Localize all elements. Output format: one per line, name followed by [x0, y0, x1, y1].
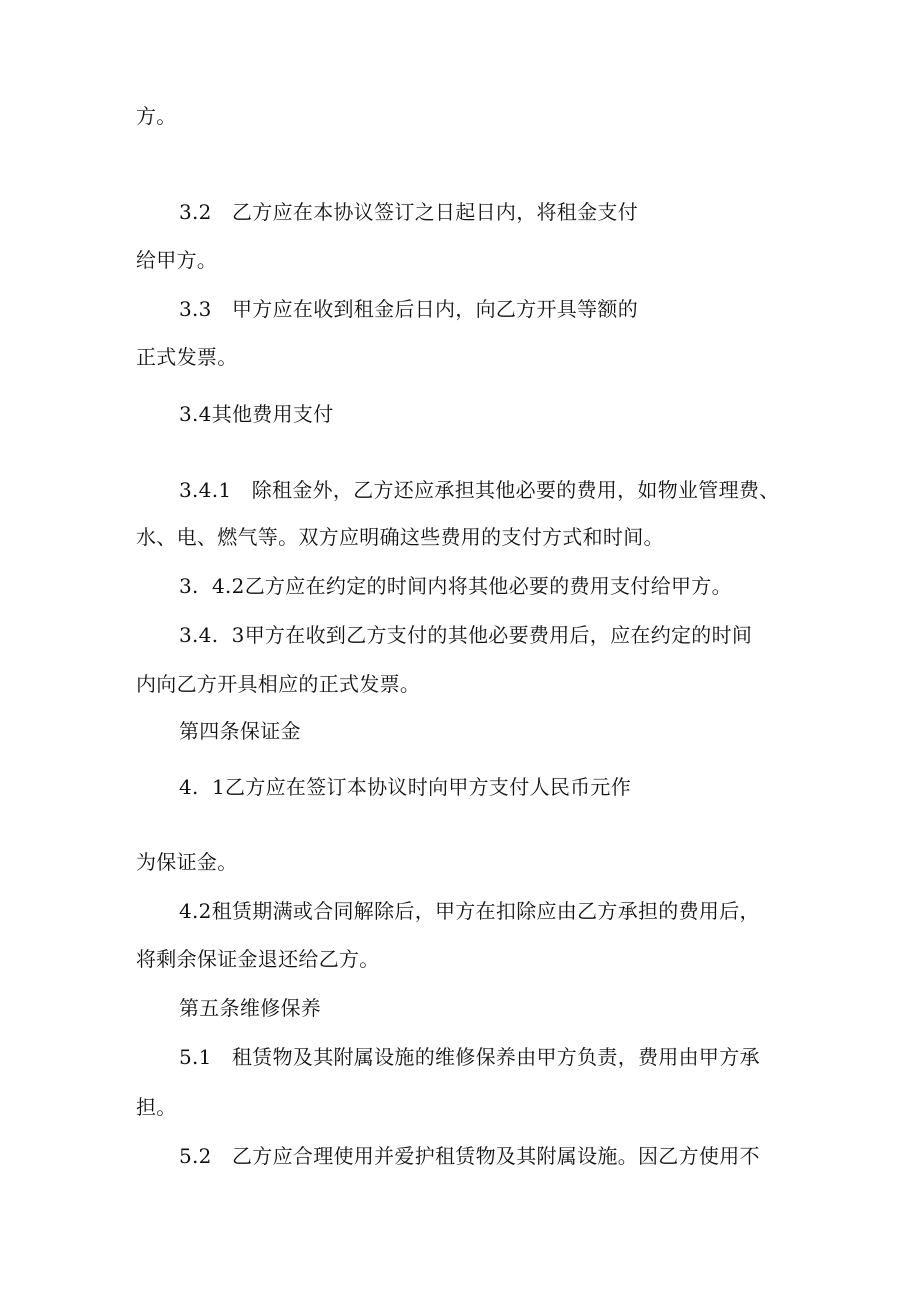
text-line: 3. 4.2乙方应在约定的时间内将其他必要的费用支付给甲方。	[179, 574, 732, 598]
section-heading: 第五条维修保养	[179, 996, 322, 1020]
text-line: 5.1 租赁物及其附属设施的维修保养由甲方负责，费用由甲方承	[179, 1045, 760, 1069]
text-line: 给甲方。	[136, 248, 218, 272]
section-heading: 第四条保证金	[179, 719, 301, 743]
text-line: 3.4. 3甲方在收到乙方支付的其他必要费用后，应在约定的时间	[179, 623, 753, 647]
text-line: 3.2 乙方应在本协议签订之日起日内，将租金支付	[179, 200, 639, 224]
text-line: 5.2 乙方应合理使用并爱护租赁物及其附属设施。因乙方使用不	[179, 1144, 760, 1168]
text-line: 方。	[136, 104, 177, 128]
text-line: 正式发票。	[136, 345, 238, 369]
text-line: 将剩余保证金退还给乙方。	[136, 947, 380, 971]
text-line: 4. 1乙方应在签订本协议时向甲方支付人民币元作	[179, 775, 632, 799]
text-line: 内向乙方开具相应的正式发票。	[136, 672, 421, 696]
text-line: 为保证金。	[136, 850, 238, 874]
text-line: 3.3 甲方应在收到租金后日内，向乙方开具等额的	[179, 297, 639, 321]
text-line: 3.4.1 除租金外，乙方还应承担其他必要的费用，如物业管理费、	[179, 478, 780, 502]
text-line: 水、电、燃气等。双方应明确这些费用的支付方式和时间。	[136, 525, 664, 549]
text-line: 担。	[136, 1095, 177, 1119]
section-heading: 3.4其他费用支付	[179, 402, 334, 426]
text-line: 4.2租赁期满或合同解除后，甲方在扣除应由乙方承担的费用后，	[179, 899, 760, 923]
